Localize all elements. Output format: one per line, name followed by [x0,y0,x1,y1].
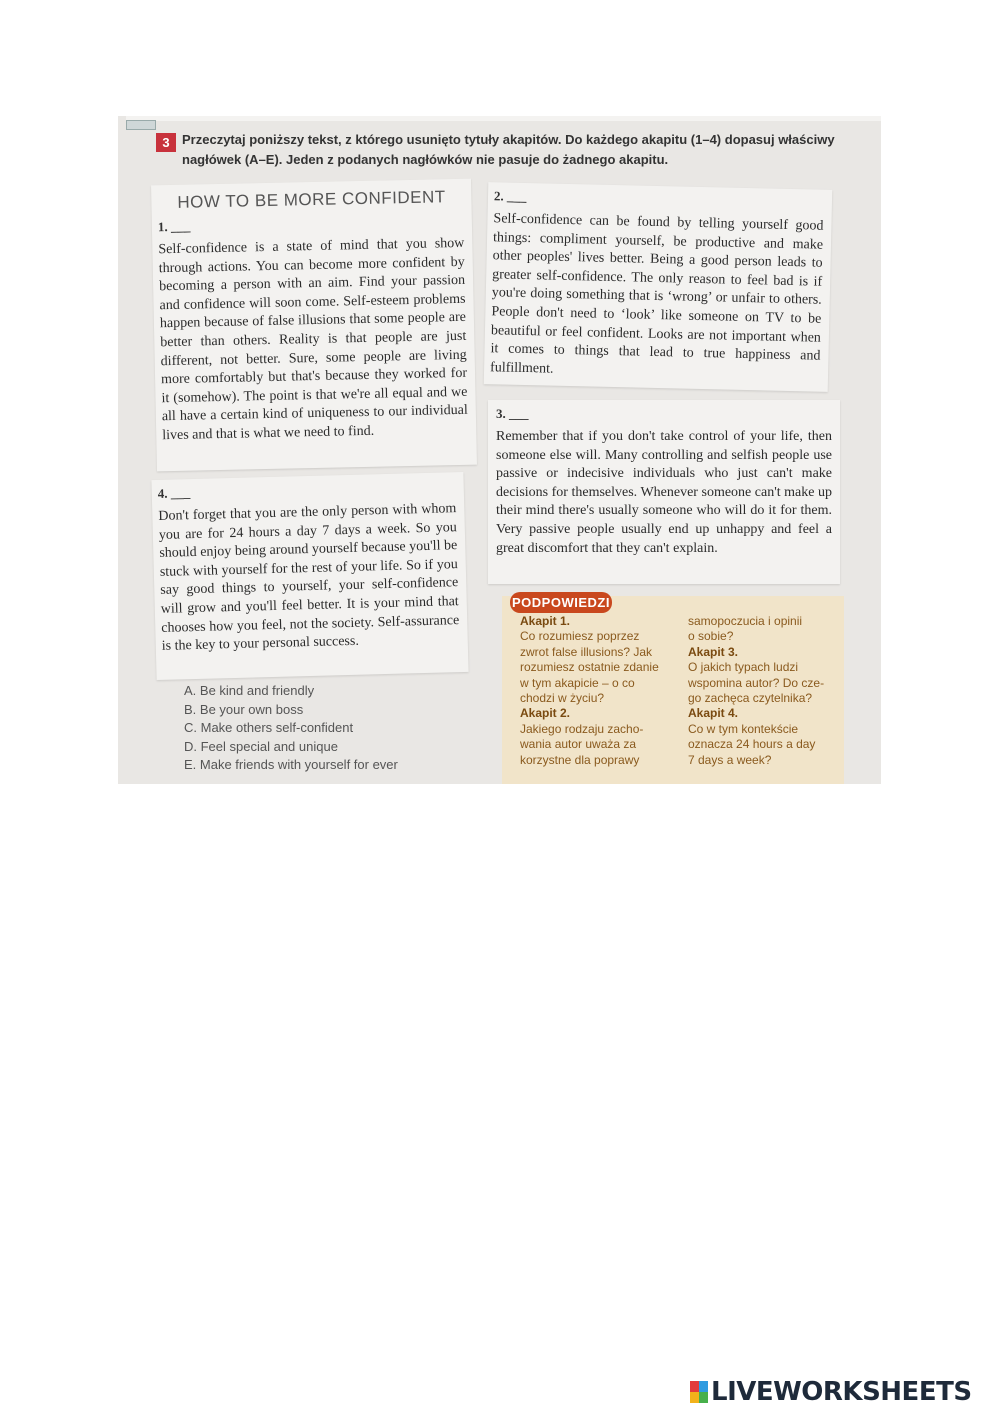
page-tag [126,120,156,130]
hint-line: O jakich typach ludzi [688,660,799,675]
paragraph-label-1: 1. ___ [157,218,191,235]
option-e: E. Make friends with yourself for ever [184,757,398,773]
option-b: B. Be your own boss [184,701,304,717]
heading-options [184,682,398,775]
hint-line: korzystne dla poprawy [520,752,640,767]
hint-line: oznacza 24 hours a day [688,737,816,752]
hints-column-1 [520,614,680,768]
paragraph-card-1 [151,179,477,472]
option-c: C. Make others self-confident [184,720,354,736]
hint-line: chodzi w życiu? [520,691,605,706]
hint-line: go zachęca czytelnika? [688,691,813,706]
hint-line: samopoczucia i opinii [688,614,803,628]
paragraph-text-1: Self-confidence is a state of mind that you show through actions. You can become more confident by becoming a person with an aim. Find your passion and confidence will soon come. Self-esteem problems happen because of false illusions that some people are better than others. Reality is that people are just different, not better. Sure, some people are living more comfortably but that's because they worked for it (somehow). The point is that we're all equal and we all have a certain kind of uniqueness to our individual lives and that is what we need to find. [158,235,468,444]
top-rule [126,116,881,121]
paragraph-card-4 [151,472,468,680]
liveworksheets-logo [690,1376,972,1408]
hint-line: 7 days a week? [688,752,772,767]
hint-heading: Akapit 1. [520,614,571,628]
paragraph-label-3: 3. ___ [496,406,529,421]
article-title: HOW TO BE MORE CONFIDENT [177,187,446,212]
hint-line: Jakiego rodzaju zacho- [520,721,644,736]
hint-line: rozumiesz ostatnie zdanie [520,660,659,675]
paragraph-text-4: Don't forget that you are the only person with whom you are for 24 hours a day 7 days a week. So you should enjoy being around yourself because you'll be stuck with yourself for the rest of your life. So if you say good things to yourself, your self-confidence will grow and you'll feel better. It is your mind that chooses how you feel, not the society. Self-assurance is the key to your personal success. [158,501,460,655]
hint-line: Co w tym kontekście [688,721,799,736]
logo-mark-icon [690,1381,708,1403]
exercise-instruction: Przeczytaj poniższy tekst, z którego usunięto tytuły akapitów. Do każdego akapitu (1–4) dopasuj właściwy nagłówek (A–E). Jeden z podanych nagłówków nie pasuje do żadnego akapitu. [182,132,835,167]
option-a: A. Be kind and friendly [184,683,315,698]
hint-line: o sobie? [688,629,734,644]
hints-heading: PODPOWIEDZI [510,592,612,613]
paragraph-label-4: 4. ___ [157,485,191,501]
paragraph-text-2: Self-confidence can be found by telling yourself good things: compliment yourself, be productive and make other peoples' lives better. Being a good person leads to greater self-confidence. The only reason to feel bad is if you're doing something that is ‘wrong’ or unfair to others. People don't need to ‘look’ like someone on TV to be beautiful or feel confident. Looks are not important when it comes to things that lead to true happiness and fulfillment. [489,211,824,377]
exercise-number: 3 [156,133,176,152]
paragraph-card-3 [488,400,840,584]
hint-line: Co rozumiesz poprzez [520,629,640,644]
hint-line: zwrot false illusions? Jak [520,644,653,659]
hints-column-2 [688,614,848,768]
hint-line: wania autor uważa za [520,737,637,752]
paragraph-label-2: 2. ___ [493,188,527,204]
hint-heading: Akapit 2. [520,706,571,721]
hint-heading: Akapit 4. [688,706,739,721]
hint-line: w tym akapicie – o co [520,675,635,690]
hint-line: wspomina autor? Do cze- [688,675,825,690]
option-d: D. Feel special and unique [184,738,338,754]
worksheet-scan [118,116,881,784]
logo-text: LIVEWORKSHEETS [711,1377,972,1407]
paragraph-text-3: Remember that if you don't take control of your life, then someone else will. Many controlling and selfish people use passive or indecisive individuals who just can't make decisions for themselves. Whenever someone can't make up their mind there's usually someone who will do it for them. Very passive people usually end up unhappy and feel a great discomfort that they can't explain. [496,429,832,556]
paragraph-card-2 [484,182,832,392]
hints-box [502,596,844,784]
hint-heading: Akapit 3. [688,644,739,659]
